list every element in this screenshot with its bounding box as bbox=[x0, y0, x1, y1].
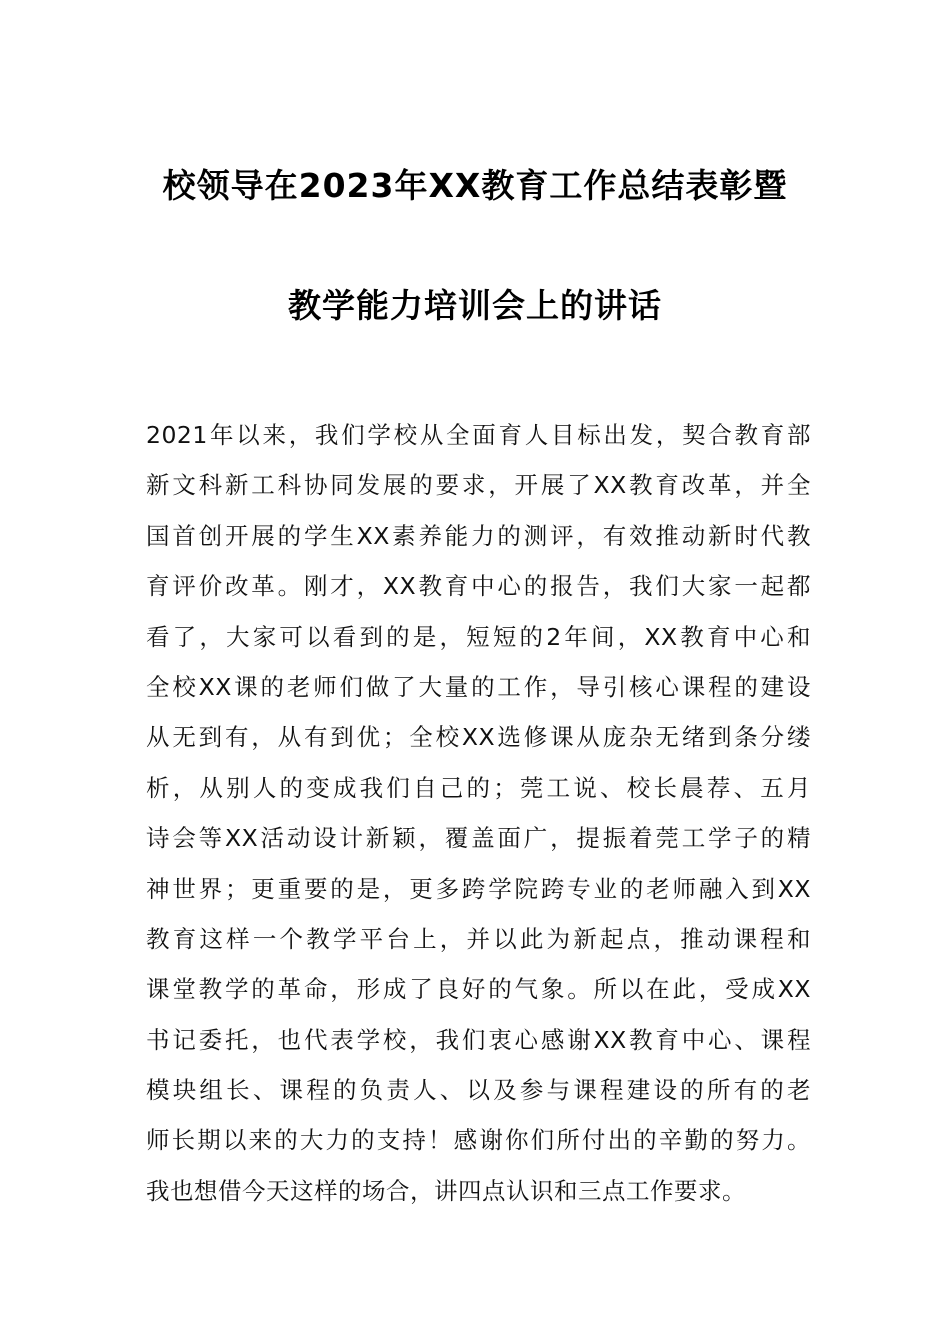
body-line: 析，从别人的变成我们自己的；莞工说、校长晨荐、五月 bbox=[146, 773, 811, 802]
document-title-line-2: 教学能力培训会上的讲话 bbox=[288, 286, 662, 325]
body-line: 教育这样一个教学平台上，并以此为新起点，推动课程和 bbox=[146, 924, 811, 953]
body-line: 模块组长、课程的负责人、以及参与课程建设的所有的老 bbox=[146, 1076, 811, 1105]
body-line: 诗会等XX活动设计新颖，覆盖面广，提振着莞工学子的精 bbox=[146, 824, 811, 853]
body-line: 神世界；更重要的是，更多跨学院跨专业的老师融入到XX bbox=[146, 874, 811, 903]
body-line: 课堂教学的革命，形成了良好的气象。所以在此，受成XX bbox=[146, 975, 811, 1004]
body-line: 师长期以来的大力的支持！感谢你们所付出的辛勤的努力。 bbox=[146, 1126, 811, 1155]
body-line: 2021年以来，我们学校从全面育人目标出发，契合教育部 bbox=[146, 421, 811, 449]
body-line: 从无到有，从有到优；全校XX选修课从庞杂无绪到条分缕 bbox=[146, 723, 811, 752]
document-title-line-1: 校领导在2023年XX教育工作总结表彰暨 bbox=[162, 166, 788, 205]
body-line: 新文科新工科协同发展的要求，开展了XX教育改革，并全 bbox=[146, 471, 811, 500]
body-line: 育评价改革。刚才，XX教育中心的报告，我们大家一起都 bbox=[146, 572, 811, 601]
body-line: 书记委托，也代表学校，我们衷心感谢XX教育中心、课程 bbox=[146, 1025, 811, 1054]
body-line: 全校XX课的老师们做了大量的工作，导引核心课程的建设 bbox=[146, 672, 811, 701]
document-body bbox=[146, 410, 811, 1216]
body-line: 国首创开展的学生XX素养能力的测评，有效推动新时代教 bbox=[146, 521, 811, 550]
body-line: 我也想借今天这样的场合，讲四点认识和三点工作要求。 bbox=[146, 1176, 746, 1205]
body-line: 看了，大家可以看到的是，短短的2年间，XX教育中心和 bbox=[146, 622, 811, 651]
